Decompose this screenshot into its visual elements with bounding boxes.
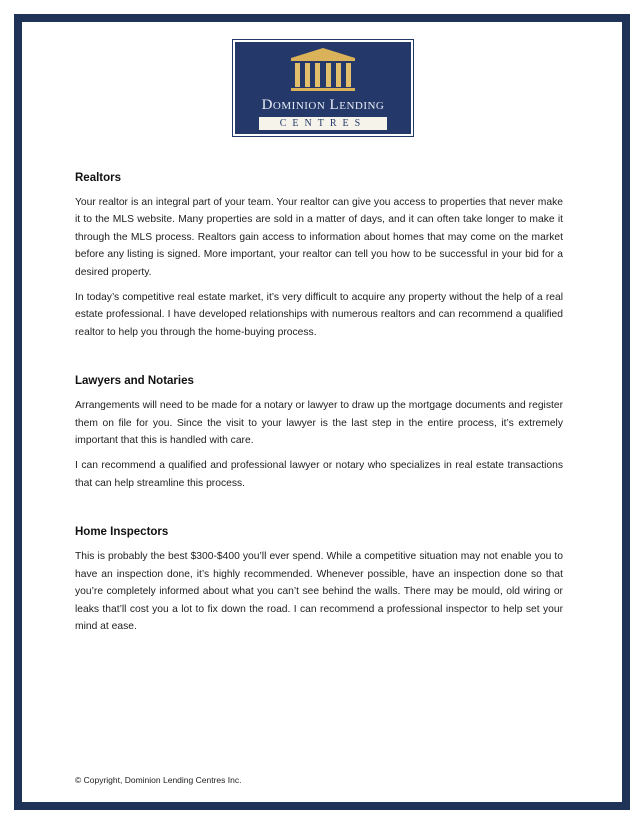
section-realtors <box>75 170 563 341</box>
section-home-inspectors <box>75 524 563 635</box>
paragraph: This is probably the best $300-$400 you’ll ever spend. While a competitive situation may not enable you to have an inspection done, it’s highly recommended. Whenever possible, have an inspection done so that you’re completely informed about what you can’t see behind the walls. There may be mould, old wiring or leaks that’ll cost you a lot to fix down the road. I can recommend a professional inspector to help set your mind at ease. <box>75 551 563 632</box>
logo-wordmark: Dominion Lending <box>261 97 385 113</box>
section-heading: Realtors <box>75 172 122 184</box>
paragraph: I can recommend a qualified and professional lawyer or notary who specializes in real estate transactions that can help streamline this process. <box>75 460 563 489</box>
copyright-footer: © Copyright, Dominion Lending Centres Inc. <box>75 775 242 785</box>
paragraph: Your realtor is an integral part of your team. Your realtor can give you access to properties that never make it to the MLS website. Many properties are sold in a matter of days, and it can often take longer to make it through the MLS process. Realtors gain access to information about homes that may come on the market before any listing is signed. More important, your realtor can tell you how to be successful in your bid for a desired property. <box>75 197 563 278</box>
paragraph: Arrangements will need to be made for a notary or lawyer to draw up the mortgage documents and register them on file for you. Since the visit to your lawyer is the last step in the entire process, it’s extremely important that this is handled with care. <box>75 400 563 447</box>
logo-subtitle: CENTRES <box>259 117 387 130</box>
section-lawyers-notaries <box>75 373 563 492</box>
paragraph: In today’s competitive real estate market, it’s very difficult to acquire any property without the help of a real estate professional. I have developed relationships with numerous realtors and can recommend a qualified realtor to help you through the home-buying process. <box>75 292 563 338</box>
section-heading: Home Inspectors <box>75 526 169 539</box>
document-body <box>75 170 563 667</box>
section-heading: Lawyers and Notaries <box>75 375 194 388</box>
company-logo <box>233 40 413 136</box>
